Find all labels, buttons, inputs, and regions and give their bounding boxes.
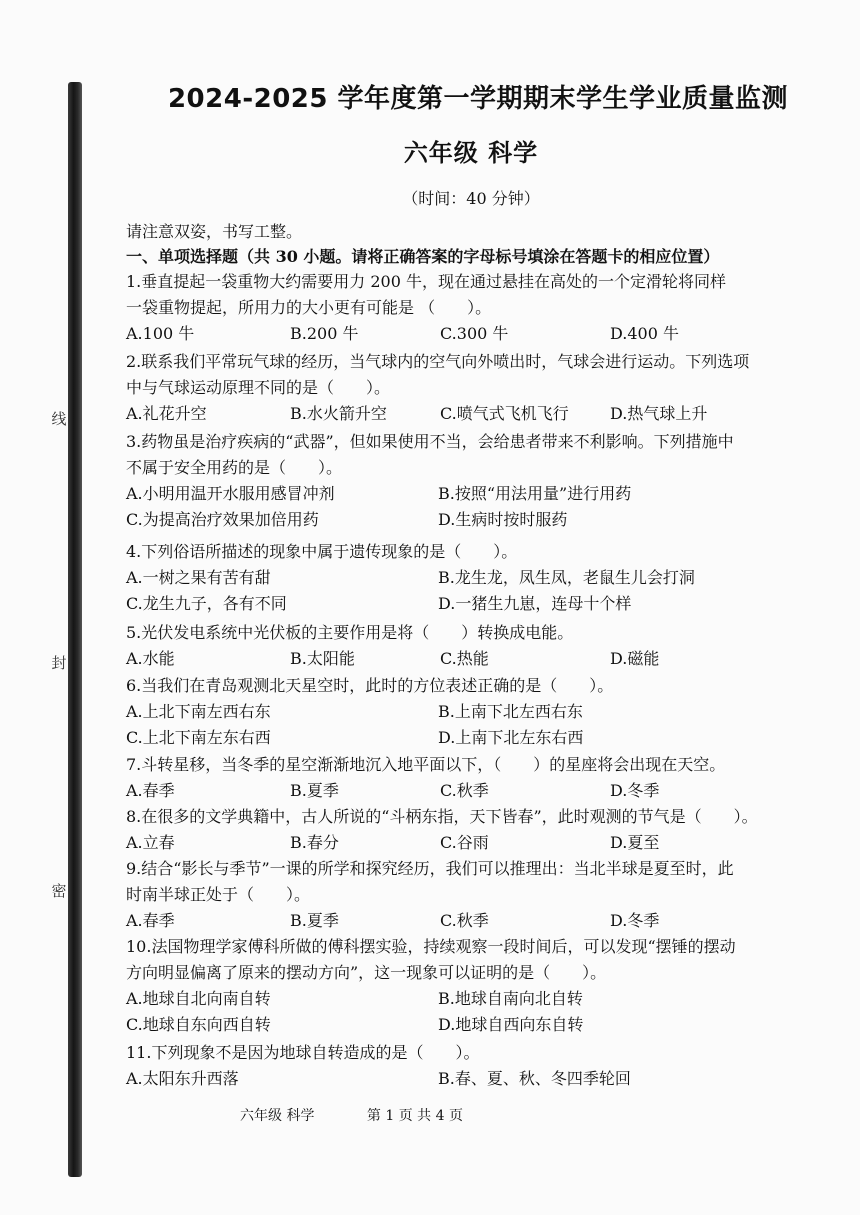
option-c[interactable]: C.龙生九子，各有不同 bbox=[126, 594, 287, 613]
option-a[interactable]: A.水能 bbox=[126, 649, 175, 668]
option-b[interactable]: B.太阳能 bbox=[290, 649, 355, 668]
option-b[interactable]: B.地球自南向北自转 bbox=[438, 989, 583, 1008]
notice-text: 请注意双姿，书写工整。 bbox=[126, 222, 303, 241]
option-a[interactable]: A.立春 bbox=[126, 833, 175, 852]
question-line: 4.下列俗语所描述的现象中属于遗传现象的是（ ）。 bbox=[126, 542, 518, 561]
option-a[interactable]: A.100 牛 bbox=[126, 324, 195, 343]
page-footer bbox=[240, 1105, 511, 1125]
option-b[interactable]: B.按照“用法用量”进行用药 bbox=[438, 484, 632, 503]
option-d[interactable]: D.冬季 bbox=[610, 911, 660, 930]
option-c[interactable]: C.为提高治疗效果加倍用药 bbox=[126, 510, 319, 529]
options-row bbox=[126, 1012, 816, 1038]
option-d[interactable]: D.一猪生九崽，连母十个样 bbox=[438, 594, 632, 613]
question-line: 10.法国物理学家傅科所做的傅科摆实验，持续观察一段时间后，可以发现“摆锤的摆动 bbox=[126, 937, 736, 956]
question-8 bbox=[126, 804, 816, 856]
option-a[interactable]: A.春季 bbox=[126, 911, 175, 930]
binding-label-seal: 封 bbox=[51, 654, 67, 672]
binding-label-secret: 密 bbox=[51, 882, 67, 900]
question-line: 6.当我们在青岛观测北天星空时，此时的方位表述正确的是（ ）。 bbox=[126, 676, 614, 695]
option-a[interactable]: A.地球自北向南自转 bbox=[126, 989, 271, 1008]
options-row bbox=[126, 481, 816, 507]
question-2 bbox=[126, 349, 816, 427]
option-c[interactable]: C.谷雨 bbox=[440, 833, 489, 852]
options-row bbox=[126, 908, 816, 934]
time-limit: （时间：40 分钟） bbox=[402, 189, 540, 208]
question-line: 8.在很多的文学典籍中，古人所说的“斗柄东指，天下皆春”，此时观测的节气是（ ）。 bbox=[126, 807, 758, 826]
option-c[interactable]: C.300 牛 bbox=[440, 324, 509, 343]
option-b[interactable]: B.200 牛 bbox=[290, 324, 359, 343]
options-row bbox=[126, 725, 816, 751]
option-c[interactable]: C.上北下南左东右西 bbox=[126, 728, 271, 747]
option-d[interactable]: D.磁能 bbox=[610, 649, 660, 668]
options-row bbox=[126, 830, 816, 856]
option-d[interactable]: D.400 牛 bbox=[610, 324, 679, 343]
question-line: 方向明显偏离了原来的摆动方向”，这一现象可以证明的是（ ）。 bbox=[126, 963, 607, 982]
option-d[interactable]: D.上南下北左东右西 bbox=[438, 728, 584, 747]
options-row bbox=[126, 699, 816, 725]
options-row bbox=[126, 1066, 816, 1092]
question-6 bbox=[126, 673, 816, 751]
question-4 bbox=[126, 539, 816, 617]
option-b[interactable]: B.春分 bbox=[290, 833, 339, 852]
option-a[interactable]: A.春季 bbox=[126, 781, 175, 800]
question-line: 5.光伏发电系统中光伏板的主要作用是将（ ）转换成电能。 bbox=[126, 623, 574, 642]
question-1 bbox=[126, 269, 816, 347]
section-heading: 一、单项选择题（共 30 小题。请将正确答案的字母标号填涂在答题卡的相应位置） bbox=[126, 247, 720, 266]
question-line: 2.联系我们平常玩气球的经历，当气球内的空气向外喷出时，气球会进行运动。下列选项 bbox=[126, 352, 750, 371]
question-line: 7.斗转星移，当冬季的星空渐渐地沉入地平面以下，（ ）的星座将会出现在天空。 bbox=[126, 755, 726, 774]
options-row bbox=[126, 565, 816, 591]
option-a[interactable]: A.礼花升空 bbox=[126, 404, 207, 423]
question-11 bbox=[126, 1040, 816, 1092]
option-d[interactable]: D.地球自西向东自转 bbox=[438, 1015, 584, 1034]
option-c[interactable]: C.地球自东向西自转 bbox=[126, 1015, 271, 1034]
question-line: 9.结合“影长与季节”一课的所学和探究经历，我们可以推理出：当北半球是夏至时，此 bbox=[126, 859, 734, 878]
options-row bbox=[126, 778, 816, 804]
question-line: 不属于安全用药的是（ ）。 bbox=[126, 458, 343, 477]
question-10 bbox=[126, 934, 816, 1038]
question-7 bbox=[126, 752, 816, 804]
option-a[interactable]: A.小明用温开水服用感冒冲剂 bbox=[126, 484, 335, 503]
question-5 bbox=[126, 620, 816, 672]
options-row bbox=[126, 507, 816, 533]
option-b[interactable]: B.春、夏、秋、冬四季轮回 bbox=[438, 1069, 631, 1088]
option-d[interactable]: D.冬季 bbox=[610, 781, 660, 800]
options-row bbox=[126, 591, 816, 617]
question-line: 一袋重物提起，所用力的大小更有可能是 （ ）。 bbox=[126, 298, 492, 317]
option-a[interactable]: A.太阳东升西落 bbox=[126, 1069, 239, 1088]
options-row bbox=[126, 401, 816, 427]
options-row bbox=[126, 986, 816, 1012]
option-b[interactable]: B.上南下北左西右东 bbox=[438, 702, 583, 721]
options-row bbox=[126, 321, 816, 347]
exam-title: 2024-2025 学年度第一学期期末学生学业质量监测 bbox=[167, 84, 789, 114]
option-a[interactable]: A.上北下南左西右东 bbox=[126, 702, 271, 721]
question-line: 1.垂直提起一袋重物大约需要用力 200 牛，现在通过悬挂在高处的一个定滑轮将同样 bbox=[126, 272, 726, 291]
option-c[interactable]: C.喷气式飞机飞行 bbox=[440, 404, 569, 423]
option-d[interactable]: D.夏至 bbox=[610, 833, 660, 852]
options-row bbox=[126, 646, 816, 672]
question-line: 时南半球正处于（ ）。 bbox=[126, 885, 311, 904]
option-b[interactable]: B.龙生龙，凤生凤，老鼠生儿会打洞 bbox=[438, 568, 695, 587]
exam-subtitle: 六年级 科学 bbox=[403, 139, 539, 167]
question-line: 中与气球运动原理不同的是（ ）。 bbox=[126, 378, 391, 397]
option-c[interactable]: C.热能 bbox=[440, 649, 489, 668]
option-a[interactable]: A.一树之果有苦有甜 bbox=[126, 568, 271, 587]
binding-line bbox=[68, 82, 82, 1177]
option-c[interactable]: C.秋季 bbox=[440, 911, 489, 930]
question-3 bbox=[126, 429, 816, 533]
footer-page-number: 第 1 页 共 4 页 bbox=[366, 1108, 463, 1124]
footer-course: 六年级 科学 bbox=[240, 1108, 315, 1124]
option-d[interactable]: D.热气球上升 bbox=[610, 404, 708, 423]
question-line: 3.药物虽是治疗疾病的“武器”，但如果使用不当，会给患者带来不利影响。下列措施中 bbox=[126, 432, 734, 451]
option-d[interactable]: D.生病时按时服药 bbox=[438, 510, 568, 529]
option-b[interactable]: B.夏季 bbox=[290, 911, 339, 930]
question-line: 11.下列现象不是因为地球自转造成的是（ ）。 bbox=[126, 1043, 480, 1062]
binding-label-line: 线 bbox=[51, 410, 67, 428]
question-9 bbox=[126, 856, 816, 934]
option-b[interactable]: B.水火箭升空 bbox=[290, 404, 387, 423]
option-b[interactable]: B.夏季 bbox=[290, 781, 339, 800]
option-c[interactable]: C.秋季 bbox=[440, 781, 489, 800]
